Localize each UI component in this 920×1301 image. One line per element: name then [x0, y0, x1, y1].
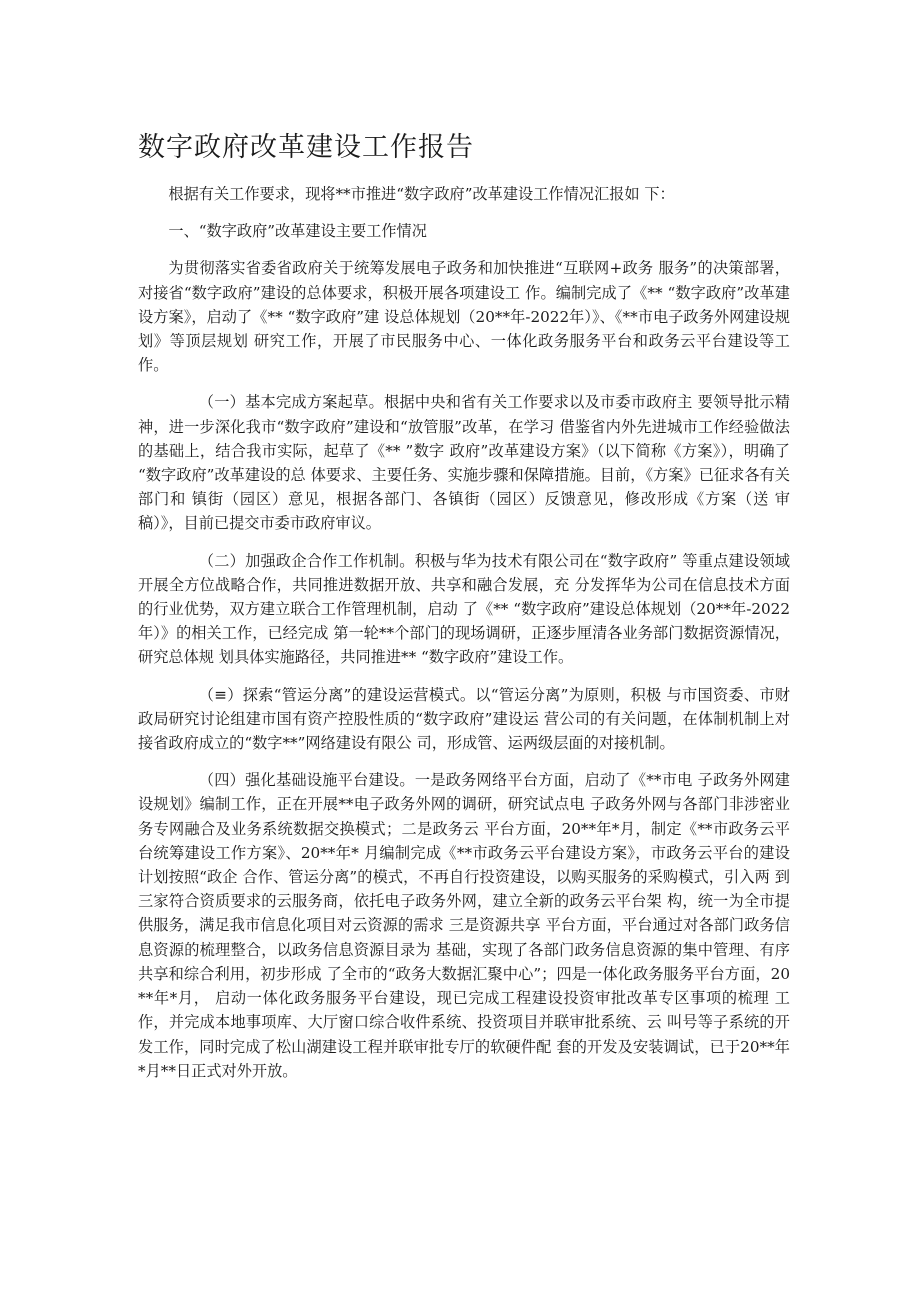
item-1-paragraph: （一）基本完成方案起草。根据中央和省有关工作要求以及市委市政府主 要领导批示精神，进一步深化我市“数字政府”建设和“放管服”改革，在学习 借鉴省内外先进城市工作经验做法的基础上，结合我市实际，起草了《** ”数字 政府”改革建设方案》（以下简称《方案》），明确了 “数字政府”改革建设的总 体要求、主要任务、实施步骤和保障措施。目前，《方案》已征求各有关部门和 镇街（园区）意见，根据各部门、各镇街（园区）反馈意见，修改形成《方案（送 审稿）》，目前已提交市委市政府审议。 [138, 393, 790, 533]
item-4-paragraph: （四）强化基础设施平台建设。一是政务网络平台方面，启动了《**市电 子政务外网建设规划》编制工作，正在开展**电子政务外网的调研，研究试点电 子政务外网与各部门非涉密业务专网融合及业务系统数据交换模式；二是政务云 平台方面，20**年*月，制定《**市政务云平台统筹建设工作方案》、20**年* 月编制完成《**市政务云平台建设方案》，市政务云平台的建设计划按照“政企 合作、管运分离”的模式，不再自行投资建设，以购买服务的采购模式，引入两 到三家符合资质要求的云服务商，依托电子政务外网，建立全新的政务云平台架 构，统一为全市提供服务，满足我市信息化项目对云资源的需求 三是资源共享 平台方面，平台通过对各部门政务信息资源的梳理整合，以政务信息资源目录为 基础，实现了各部门政务信息资源的集中管理、有序共享和综合利用，初步形成 了全市的“政务大数据汇聚中心”；四是一体化政务服务平台方面，20**年*月， 启动一体化政务服务平台建设，现已完成工程建设投资审批改革专区事项的梳理 工作，并完成本地事项库、大厅窗口综合收件系统、投资项目并联审批系统、云 叫号等子系统的开发工作，同时完成了松山湖建设工程并联审批专厅的软硬件配 套的开发及安装调试，已于20**年*月**日正式对外开放。 [138, 771, 790, 1080]
item-2-paragraph: （二）加强政企合作工作机制。积极与华为技术有限公司在“数字政府” 等重点建设领域开展全方位战略合作，共同推进数据开放、共享和融合发展，充 分发挥华为公司在信息技术方面的行业优势，双方建立联合工作管理机制，启动 了《** “数字政府”建设总体规划（20**年-2022年）》的相关工作，已经完成 第一轮**个部门的现场调研，正逐步厘清各业务部门数据资源情况，研究总体规 划具体实施路径，共同推进** “数字政府”建设工作。 [138, 551, 790, 667]
document-page [138, 128, 790, 1096]
document-title: 数字政府改革建设工作报告 [138, 132, 474, 163]
section-heading: 一、“数字政府”改革建设主要工作情况 [168, 222, 427, 241]
item-3-paragraph: （≡）探索“管运分离”的建设运营模式。以“管运分离”为原则，积极 与市国资委、市财政局研究讨论组建市国有资产控股性质的“数字政府”建设运 营公司的有关问题，在体制机制上对接省政府成立的“数字**”网络建设有限公 司，形成管、运两级层面的对接机制。 [138, 685, 790, 753]
intro-paragraph: 根据有关工作要求，现将**市推进“数字政府”改革建设工作情况汇报如 下： [168, 185, 675, 203]
summary-paragraph: 为贯彻落实省委省政府关于统筹发展电子政务和加快推进“互联网+政务 服务”的决策部署，对接省“数字政府”建设的总体要求，积极开展各项建设工 作。编制完成了《** “数字政府”改革建设方案》，启动了《** “数字政府”建 设总体规划（20**年-2022年）》、《**市电子政务外网建设规划》等顶层规划 研究工作，开展了市民服务中心、一体化政务服务平台和政务云平台建设等工作。 [138, 259, 790, 375]
